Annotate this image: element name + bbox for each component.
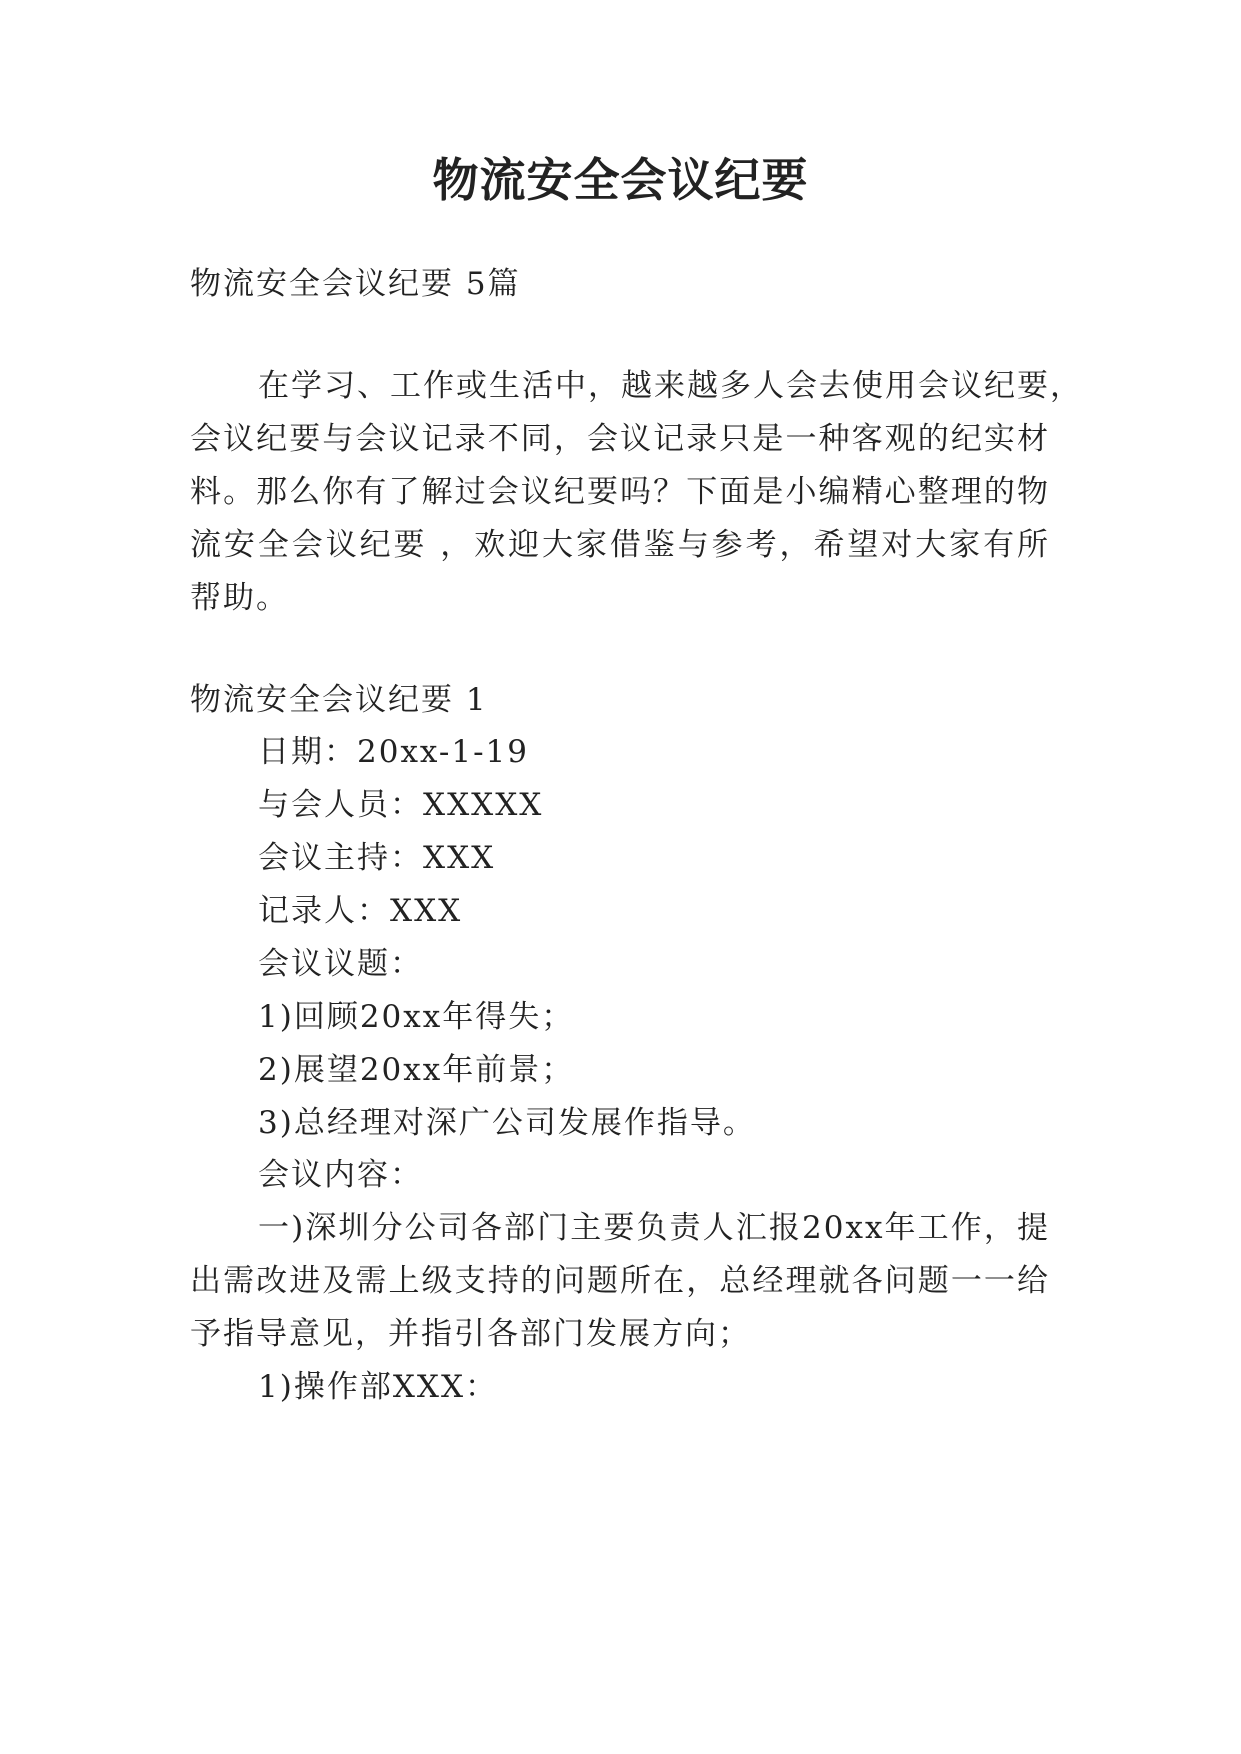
- intro-line-1: 在学习、工作或生活中，越来越多人会去使用会议纪要，: [258, 368, 1083, 404]
- document-title: 物流安全会议纪要: [432, 153, 809, 207]
- section-heading: 物流安全会议纪要 1: [190, 682, 488, 718]
- content-line-2: 出需改进及需上级支持的问题所在，总经理就各问题一一给: [190, 1263, 1050, 1299]
- topic-item-2: 2)展望20xx年前景；: [258, 1052, 575, 1088]
- intro-line-4: 流安全会议纪要 ，欢迎大家借鉴与参考，希望对大家有所: [190, 527, 1050, 563]
- meeting-attendees: 与会人员：XXXXX: [258, 787, 544, 823]
- topic-item-3: 3)总经理对深广公司发展作指导。: [258, 1105, 756, 1141]
- document-subtitle: 物流安全会议纪要 5篇: [190, 266, 521, 302]
- meeting-host: 会议主持：XXX: [258, 840, 496, 876]
- topics-label: 会议议题：: [258, 946, 423, 982]
- intro-line-2: 会议纪要与会议记录不同，会议记录只是一种客观的纪实材: [190, 421, 1050, 457]
- operations-item: 1)操作部XXX：: [258, 1369, 499, 1405]
- intro-line-3: 料。那么你有了解过会议纪要吗？下面是小编精心整理的物: [190, 474, 1050, 510]
- intro-line-5: 帮助。: [190, 580, 289, 616]
- content-line-1: 一)深圳分公司各部门主要负责人汇报20xx年工作，提: [258, 1210, 1050, 1246]
- meeting-date: 日期：20xx-1-19: [258, 734, 529, 770]
- meeting-recorder: 记录人：XXX: [258, 893, 463, 929]
- topic-item-1: 1)回顾20xx年得失；: [258, 999, 575, 1035]
- content-line-3: 予指导意见，并指引各部门发展方向；: [190, 1316, 751, 1352]
- content-label: 会议内容：: [258, 1157, 423, 1193]
